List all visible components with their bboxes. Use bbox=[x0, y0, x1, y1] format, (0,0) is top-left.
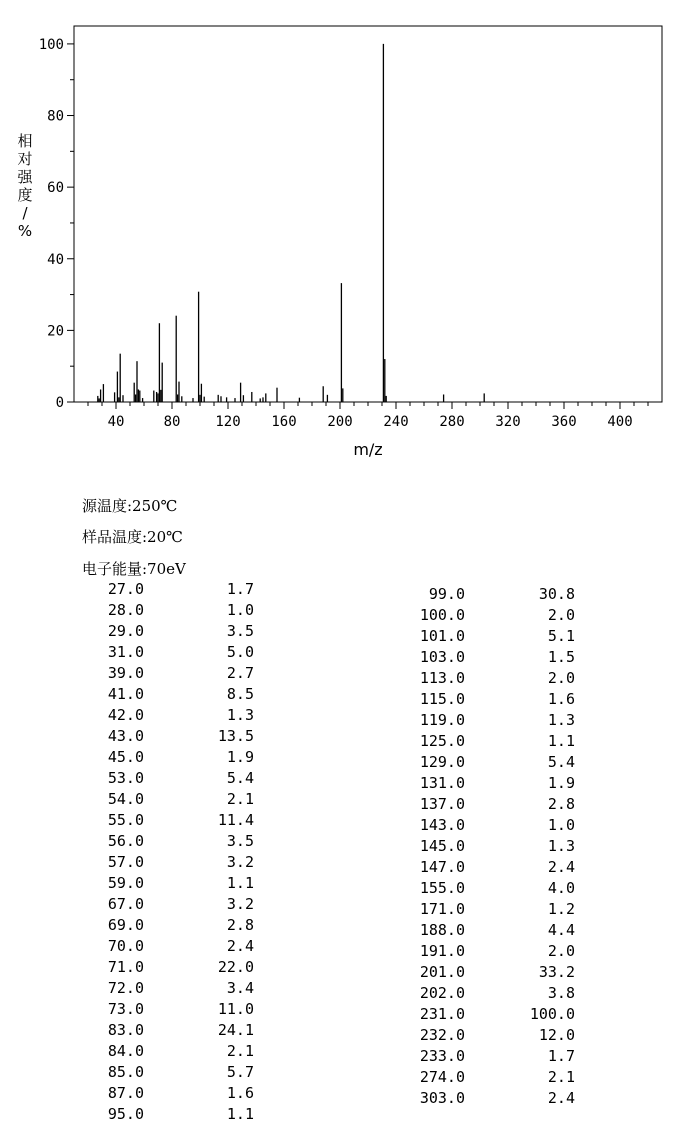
intensity-value: 1.2 bbox=[547, 900, 575, 918]
y-tick-label: 0 bbox=[55, 395, 64, 411]
mz-value: 87.0 bbox=[107, 1084, 144, 1102]
mz-value: 99.0 bbox=[428, 585, 465, 603]
intensity-value: 1.7 bbox=[547, 1047, 575, 1065]
x-tick-label: 120 bbox=[215, 414, 241, 430]
intensity-value: 4.4 bbox=[547, 921, 575, 939]
y-axis-label-char: % bbox=[17, 222, 33, 240]
intensity-value: 22.0 bbox=[217, 958, 254, 976]
intensity-value: 5.0 bbox=[226, 643, 254, 661]
intensity-value: 3.4 bbox=[226, 979, 254, 997]
intensity-value: 5.4 bbox=[226, 769, 254, 787]
intensity-value: 8.5 bbox=[226, 685, 254, 703]
electron-energy: 电子能量:70eV bbox=[82, 560, 186, 578]
mz-value: 303.0 bbox=[419, 1089, 465, 1107]
peak-bars bbox=[98, 44, 484, 402]
mz-value: 101.0 bbox=[419, 627, 465, 645]
source-temperature: 源温度:250℃ bbox=[82, 497, 178, 515]
intensity-value: 2.0 bbox=[547, 942, 575, 960]
mz-value: 71.0 bbox=[107, 958, 144, 976]
intensity-value: 30.8 bbox=[538, 585, 575, 603]
intensity-value: 3.5 bbox=[226, 832, 254, 850]
mz-value: 115.0 bbox=[419, 690, 465, 708]
sample-temperature: 样品温度:20℃ bbox=[82, 528, 183, 546]
y-tick-label: 20 bbox=[47, 323, 64, 340]
intensity-value: 12.0 bbox=[538, 1026, 575, 1044]
mz-value: 85.0 bbox=[107, 1063, 144, 1081]
intensity-value: 5.4 bbox=[547, 753, 575, 771]
mz-value: 95.0 bbox=[107, 1105, 144, 1123]
intensity-value: 2.1 bbox=[547, 1068, 575, 1086]
y-axis-label-char: / bbox=[22, 204, 28, 222]
intensity-value: 1.1 bbox=[226, 1105, 254, 1123]
mz-value: 145.0 bbox=[419, 837, 465, 855]
intensity-value: 33.2 bbox=[538, 963, 575, 981]
intensity-value: 2.4 bbox=[226, 937, 254, 955]
intensity-value: 1.9 bbox=[226, 748, 254, 766]
y-axis-label-char: 对 bbox=[17, 150, 33, 168]
intensity-value: 100.0 bbox=[529, 1005, 575, 1023]
mz-value: 274.0 bbox=[419, 1068, 465, 1086]
mz-value: 143.0 bbox=[419, 816, 465, 834]
mz-value: 119.0 bbox=[419, 711, 465, 729]
mz-value: 232.0 bbox=[419, 1026, 465, 1044]
mz-value: 55.0 bbox=[107, 811, 144, 829]
intensity-value: 1.6 bbox=[226, 1084, 254, 1102]
mz-value: 53.0 bbox=[107, 769, 144, 787]
intensity-value: 3.2 bbox=[226, 853, 254, 871]
intensity-value: 2.4 bbox=[547, 1089, 575, 1107]
mz-value: 103.0 bbox=[419, 648, 465, 666]
x-tick-label: 240 bbox=[383, 414, 409, 430]
x-tick-label: 320 bbox=[495, 414, 521, 430]
intensity-value: 1.5 bbox=[547, 648, 575, 666]
intensity-value: 5.1 bbox=[547, 627, 575, 645]
mz-value: 202.0 bbox=[419, 984, 465, 1002]
x-tick-label: 200 bbox=[327, 414, 353, 430]
intensity-value: 11.4 bbox=[217, 811, 254, 829]
y-axis-label bbox=[17, 132, 33, 240]
intensity-value: 1.7 bbox=[226, 580, 254, 598]
intensity-value: 1.9 bbox=[547, 774, 575, 792]
y-axis-ticks bbox=[39, 37, 74, 411]
mz-value: 125.0 bbox=[419, 732, 465, 750]
mz-value: 188.0 bbox=[419, 921, 465, 939]
mass-spectrum-chart bbox=[0, 0, 687, 470]
mz-value: 31.0 bbox=[107, 643, 144, 661]
x-tick-label: 40 bbox=[107, 414, 125, 430]
intensity-value: 2.7 bbox=[226, 664, 254, 682]
mz-value: 54.0 bbox=[107, 790, 144, 808]
x-axis-ticks bbox=[88, 402, 648, 430]
intensity-value: 24.1 bbox=[217, 1021, 254, 1039]
mz-value: 29.0 bbox=[107, 622, 144, 640]
y-tick-label: 100 bbox=[38, 36, 64, 53]
mz-value: 28.0 bbox=[107, 601, 144, 619]
mz-value: 155.0 bbox=[419, 879, 465, 897]
mz-value: 67.0 bbox=[107, 895, 144, 913]
mz-value: 56.0 bbox=[107, 832, 144, 850]
y-axis-label-char: 相 bbox=[17, 132, 33, 150]
intensity-value: 2.1 bbox=[226, 790, 254, 808]
mz-value: 59.0 bbox=[107, 874, 144, 892]
intensity-value: 2.8 bbox=[547, 795, 575, 813]
intensity-value: 4.0 bbox=[547, 879, 575, 897]
mz-value: 69.0 bbox=[107, 916, 144, 934]
intensity-value: 1.0 bbox=[547, 816, 575, 834]
x-tick-label: 80 bbox=[163, 414, 181, 430]
mz-value: 100.0 bbox=[419, 606, 465, 624]
x-tick-label: 360 bbox=[551, 414, 577, 430]
intensity-value: 1.1 bbox=[226, 874, 254, 892]
intensity-value: 2.0 bbox=[547, 669, 575, 687]
intensity-value: 1.3 bbox=[547, 711, 575, 729]
mz-value: 43.0 bbox=[107, 727, 144, 745]
mz-value: 137.0 bbox=[419, 795, 465, 813]
intensity-value: 1.6 bbox=[547, 690, 575, 708]
mz-value: 113.0 bbox=[419, 669, 465, 687]
intensity-value: 1.3 bbox=[226, 706, 254, 724]
intensity-value: 1.3 bbox=[547, 837, 575, 855]
x-tick-label: 160 bbox=[271, 414, 297, 430]
mz-value: 73.0 bbox=[107, 1000, 144, 1018]
intensity-value: 2.4 bbox=[547, 858, 575, 876]
intensity-value: 2.0 bbox=[547, 606, 575, 624]
y-tick-label: 60 bbox=[47, 180, 64, 197]
y-tick-label: 80 bbox=[47, 108, 64, 125]
mz-value: 191.0 bbox=[419, 942, 465, 960]
x-tick-label: 280 bbox=[439, 414, 465, 430]
mz-value: 42.0 bbox=[107, 706, 144, 724]
x-axis-label: m/z bbox=[353, 440, 383, 459]
intensity-value: 3.5 bbox=[226, 622, 254, 640]
mz-value: 231.0 bbox=[419, 1005, 465, 1023]
mz-value: 129.0 bbox=[419, 753, 465, 771]
mz-value: 70.0 bbox=[107, 937, 144, 955]
mz-value: 233.0 bbox=[419, 1047, 465, 1065]
mz-value: 27.0 bbox=[107, 580, 144, 598]
intensity-value: 1.0 bbox=[226, 601, 254, 619]
intensity-value: 2.1 bbox=[226, 1042, 254, 1060]
intensity-value: 3.8 bbox=[547, 984, 575, 1002]
mz-value: 171.0 bbox=[419, 900, 465, 918]
mz-value: 131.0 bbox=[419, 774, 465, 792]
intensity-value: 2.8 bbox=[226, 916, 254, 934]
y-axis-label-char: 度 bbox=[17, 186, 33, 204]
mz-value: 57.0 bbox=[107, 853, 144, 871]
y-axis-label-char: 强 bbox=[17, 168, 33, 186]
intensity-value: 11.0 bbox=[217, 1000, 254, 1018]
mz-value: 39.0 bbox=[107, 664, 144, 682]
mz-value: 83.0 bbox=[107, 1021, 144, 1039]
intensity-value: 1.1 bbox=[547, 732, 575, 750]
mz-value: 41.0 bbox=[107, 685, 144, 703]
mz-value: 147.0 bbox=[419, 858, 465, 876]
mz-value: 72.0 bbox=[107, 979, 144, 997]
y-tick-label: 40 bbox=[47, 251, 64, 268]
intensity-value: 3.2 bbox=[226, 895, 254, 913]
mz-value: 201.0 bbox=[419, 963, 465, 981]
mz-value: 45.0 bbox=[107, 748, 144, 766]
mz-value: 84.0 bbox=[107, 1042, 144, 1060]
intensity-value: 5.7 bbox=[226, 1063, 254, 1081]
x-tick-label: 400 bbox=[607, 414, 633, 430]
intensity-value: 13.5 bbox=[217, 727, 254, 745]
plot-frame bbox=[74, 26, 662, 402]
